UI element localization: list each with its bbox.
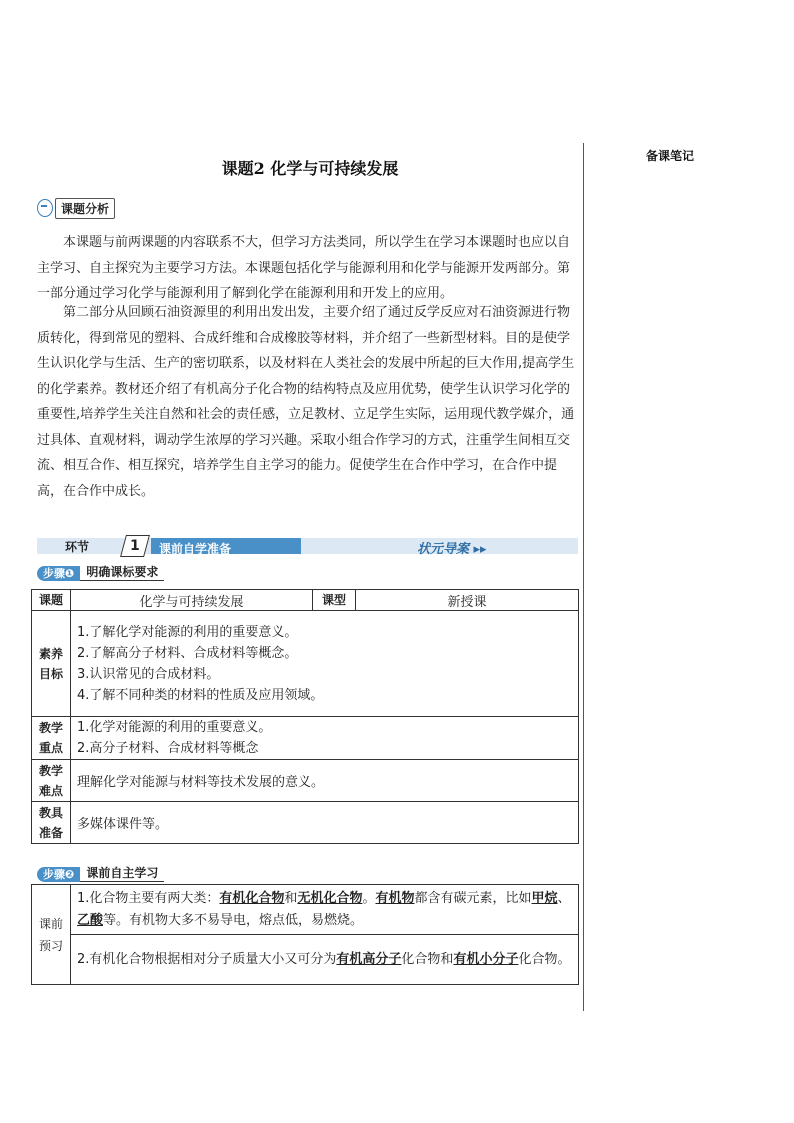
- tools-value: 多媒体课件等。: [71, 802, 579, 844]
- topic-label: 课题: [32, 590, 71, 611]
- text-span: 2.有机化合物根据相对分子质量大小又可分为: [77, 951, 337, 967]
- list-item: 3.认识常见的合成材料。: [77, 666, 220, 682]
- table-row: [32, 717, 579, 760]
- table-row: [32, 611, 579, 717]
- preview-table: [31, 884, 579, 985]
- answer-text: 乙酸: [77, 912, 104, 928]
- table-row: [32, 802, 579, 844]
- step-2-pill: 步骤❷: [37, 867, 80, 882]
- difficulty-value: 理解化学对能源与材料等技术发展的意义。: [71, 760, 579, 802]
- stage-title: 课前自学准备: [159, 542, 232, 556]
- lightbulb-icon: [37, 199, 53, 217]
- table-row: [32, 935, 579, 985]
- step-1-header: [37, 565, 164, 581]
- stage-label: 环节: [65, 540, 90, 554]
- stage-title-bar: [151, 538, 301, 554]
- text-span: 和: [284, 890, 298, 906]
- difficulty-label: 教学难点: [32, 760, 71, 802]
- text-span: 1.化合物主要有两大类：: [77, 890, 220, 906]
- key-points-label: 教学重点: [32, 717, 71, 760]
- answer-text: 有机小分子: [453, 951, 519, 967]
- table-row: [32, 885, 579, 935]
- stage-banner: [37, 538, 578, 557]
- list-item: 1.了解化学对能源的利用的重要意义。: [77, 624, 298, 640]
- goals-label: 素养目标: [32, 611, 71, 717]
- answer-text: 有机化合物: [219, 890, 285, 906]
- tools-label: 教具准备: [32, 802, 71, 844]
- preview-label: 课前预习: [32, 885, 71, 985]
- text-span: 化合物。: [518, 951, 571, 967]
- list-item: 2.了解高分子材料、合成材料等概念。: [77, 645, 298, 661]
- topic-value: 化学与可持续发展: [71, 590, 313, 611]
- margin-divider: [583, 143, 584, 1011]
- text-span: 化合物和: [401, 951, 454, 967]
- step-1-pill: 步骤❶: [37, 566, 80, 581]
- answer-text: 甲烷: [531, 890, 558, 906]
- stage-number: 1: [130, 538, 140, 554]
- text-span: 。: [362, 890, 376, 906]
- page-title: 课题2 化学与可持续发展: [221, 159, 399, 178]
- paragraph-2: 第二部分从回顾石油资源里的利用出发出发，主要介绍了通过反学反应对石油资源进行物质转化，得到常见的塑料、合成纤维和合成橡胶等材料，并介绍了一些新型材料。目的是使学生认识化学与生活、生产的密切联系，以及材料在人类社会的发展中所起的巨大作用,提高学生的化学素养。教材还介绍了有机高分子化合物的结构特点及应用优势，使学生认识学习化学的重要性,培养学生关注自然和社会的责任感，立足教材、立足学生实际，运用现代教学媒介，通过具体、直观材料，调动学生浓厚的学习兴趣。采取小组合作学习的方式，注重学生间相互交流、相互合作、相互探究，培养学生自主学习的能力。促使学生在合作中学习，在合作中提高，在合作中成长。: [37, 305, 575, 499]
- analysis-badge-label: 课题分析: [55, 198, 115, 219]
- type-label: 课型: [313, 590, 356, 611]
- list-item: 1.化学对能源的利用的重要意义。: [77, 720, 272, 735]
- banner-right-label: 状元导案 ▸▸: [417, 542, 487, 557]
- table-row: [32, 760, 579, 802]
- step-2-label: 课前自主学习: [80, 866, 164, 882]
- stage-number-box: [120, 535, 150, 557]
- table-row: [32, 590, 579, 611]
- step-1-label: 明确课标要求: [80, 565, 164, 581]
- list-item: 2.高分子材料、合成材料等概念: [77, 741, 259, 756]
- preview-item-1: [71, 885, 579, 935]
- text-span: 等。有机物大多不易导电，熔点低，易燃烧。: [103, 912, 364, 928]
- course-standards-table: [31, 589, 579, 844]
- answer-text: 有机高分子: [336, 951, 402, 967]
- text-span: 、: [557, 890, 571, 906]
- analysis-badge: [37, 198, 115, 218]
- text-span: 都含有碳元素，比如: [414, 890, 532, 906]
- answer-text: 有机物: [375, 890, 415, 906]
- key-points-list: [71, 717, 579, 760]
- paragraph-1: 本课题与前两课题的内容联系不大，但学习方法类同，所以学生在学习本课题时也应以自主学习、自主探究为主要学习方法。本课题包括化学与能源利用和化学与能源开发两部分。第一部分通过学习化学与能源利用了解到化学在能源利用和开发上的应用。: [37, 235, 571, 301]
- preview-item-2: [71, 935, 579, 985]
- list-item: 4.了解不同种类的材料的性质及应用领域。: [77, 687, 324, 703]
- goals-list: [71, 611, 579, 717]
- side-note-heading: 备课笔记: [646, 149, 695, 163]
- step-2-header: [37, 866, 164, 882]
- answer-text: 无机化合物: [297, 890, 363, 906]
- type-value: 新授课: [356, 590, 579, 611]
